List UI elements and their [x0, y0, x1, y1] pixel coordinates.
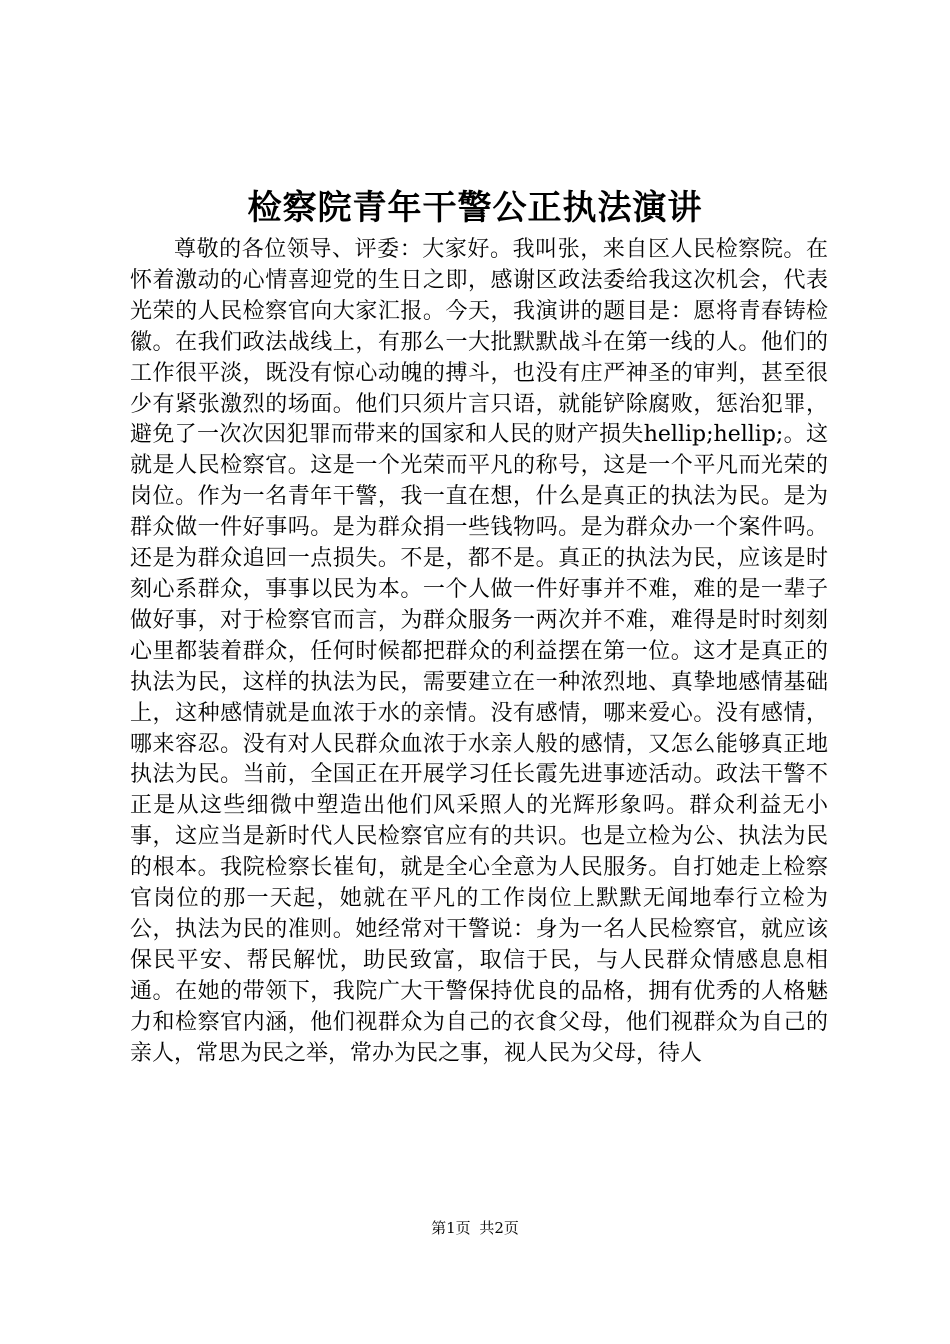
page-number: 第1页: [431, 1219, 471, 1237]
page-footer: [0, 1218, 950, 1238]
page-count: 共2页: [479, 1219, 519, 1237]
document-title: 检察院青年干警公正执法演讲: [247, 188, 703, 228]
document-body: 尊敬的各位领导、评委：大家好。我叫张，来自区人民检察院。在怀着激动的心情喜迎党的生日之即，感谢区政法委给我这次机会，代表光荣的人民检察官向大家汇报。今天，我演讲的题目是：愿将青春铸检徽。在我们政法战线上，有那么一大批默默战斗在第一线的人。他们的工作很平淡，既没有惊心动魄的搏斗，也没有庄严神圣的审判，甚至很少有紧张激烈的场面。他们只须片言只语，就能铲除腐败，惩治犯罪，避免了一次次因犯罪而带来的国家和人民的财产损失hellip;hellip;。这就是人民检察官。这是一个光荣而平凡的称号，这是一个平凡而光荣的岗位。作为一名青年干警，我一直在想，什么是真正的执法为民。是为群众做一件好事吗。是为群众捐一些钱物吗。是为群众办一个案件吗。还是为群众追回一点损失。不是，都不是。真正的执法为民，应该是时刻心系群众，事事以民为本。一个人做一件好事并不难，难的是一辈子做好事，对于检察官而言，为群众服务一两次并不难，难得是时时刻刻心里都装着群众，任何时候都把群众的利益摆在第一位。这才是真正的执法为民，这样的执法为民，需要建立在一种浓烈地、真挚地感情基础上，这种感情就是血浓于水的亲情。没有感情，哪来爱心。没有感情，哪来容忍。没有对人民群众血浓于水亲人般的感情，又怎么能够真正地执法为民。当前，全国正在开展学习任长霞先进事迹活动。政法干警不正是从这些细微中塑造出他们风采照人的光辉形象吗。群众利益无小事，这应当是新时代人民检察官应有的共识。也是立检为公、执法为民的根本。我院检察长崔旬，就是全心全意为人民服务。自打她走上检察官岗位的那一天起，她就在平凡的工作岗位上默默无闻地奉行立检为公，执法为民的准则。她经常对干警说：身为一名人民检察官，就应该保民平安、帮民解忧，助民致富，取信于民，与人民群众情感息息相通。在她的带领下，我院广大干警保持优良的品格，拥有优秀的人格魅力和检察官内涵，他们视群众为自己的衣食父母，他们视群众为自己的亲人，常思为民之举，常办为民之事，视人民为父母，待人: [130, 237, 828, 1066]
